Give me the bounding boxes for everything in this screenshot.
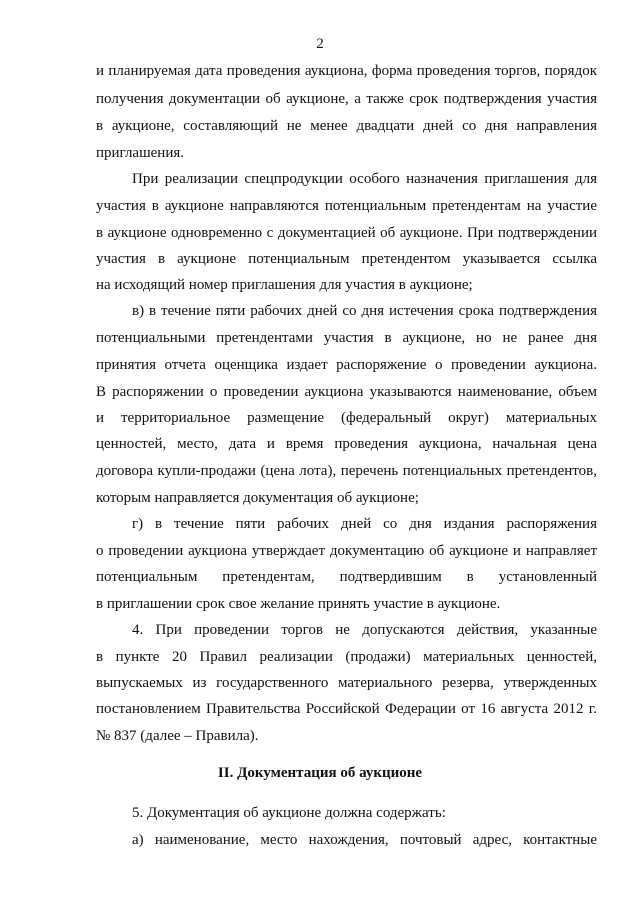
text-line: № 837 (далее – Правила).	[96, 728, 259, 744]
text-line: постановлением Правительства Российской Федерации от 16 августа 2012 г.	[96, 701, 597, 717]
text-line: получения документации об аукционе, а также срок подтверждения участия	[96, 91, 597, 107]
text-line: в пункте 20 Правил реализации (продажи) материальных ценностей,	[96, 649, 597, 665]
text-line: 4. При проведении торгов не допускаются действия, указанные	[132, 622, 597, 638]
text-line: В распоряжении о проведении аукциона указываются наименование, объем	[96, 384, 597, 400]
text-line: и планируемая дата проведения аукциона, форма проведения торгов, порядок	[96, 63, 597, 79]
text-line: принятия отчета оценщика издает распоряжение о проведении аукциона.	[96, 357, 597, 373]
text-line: в аукционе одновременно с документацией об аукционе. При подтверждении	[96, 225, 597, 241]
text-line: При реализации спецпродукции особого назначения приглашения для	[132, 171, 597, 187]
text-line: ценностей, место, дата и время проведения аукциона, начальная цена	[96, 436, 597, 452]
text-line: в приглашении срок свое желание принять участие в аукционе.	[96, 596, 501, 612]
text-line: выпускаемых из государственного материального резерва, утвержденных	[96, 675, 597, 691]
text-line: которым направляется документация об аукционе;	[96, 490, 419, 506]
text-line: приглашения.	[96, 145, 185, 161]
text-line: потенциальным претендентам, подтвердившим в установленный	[96, 569, 597, 585]
text-line: а) наименование, место нахождения, почтовый адрес, контактные	[132, 832, 597, 848]
section-heading: II. Документация об аукционе	[217, 765, 423, 781]
text-line: г) в течение пяти рабочих дней со дня издания распоряжения	[132, 516, 597, 532]
text-line: на исходящий номер приглашения для участия в аукционе;	[96, 277, 473, 293]
text-line: о проведении аукциона утверждает документацию об аукционе и направляет	[96, 543, 597, 559]
text-line: участия в аукционе потенциальным претендентом указывается ссылка	[96, 251, 597, 267]
text-line: и территориальное размещение (федеральный округ) материальных	[96, 410, 597, 426]
text-line: потенциальными претендентами участия в аукционе, но не ранее дня	[96, 330, 597, 346]
text-line: в) в течение пяти рабочих дней со дня истечения срока подтверждения	[132, 303, 597, 319]
page-number: 2	[316, 36, 324, 52]
text-line: договора купли-продажи (цена лота), перечень потенциальных претендентов,	[96, 463, 597, 479]
text-line: 5. Документация об аукционе должна содержать:	[132, 805, 446, 821]
text-line: в аукционе, составляющий не менее двадцати дней со дня направления	[96, 118, 597, 134]
text-line: участия в аукционе направляются потенциальным претендентам на участие	[96, 198, 597, 214]
